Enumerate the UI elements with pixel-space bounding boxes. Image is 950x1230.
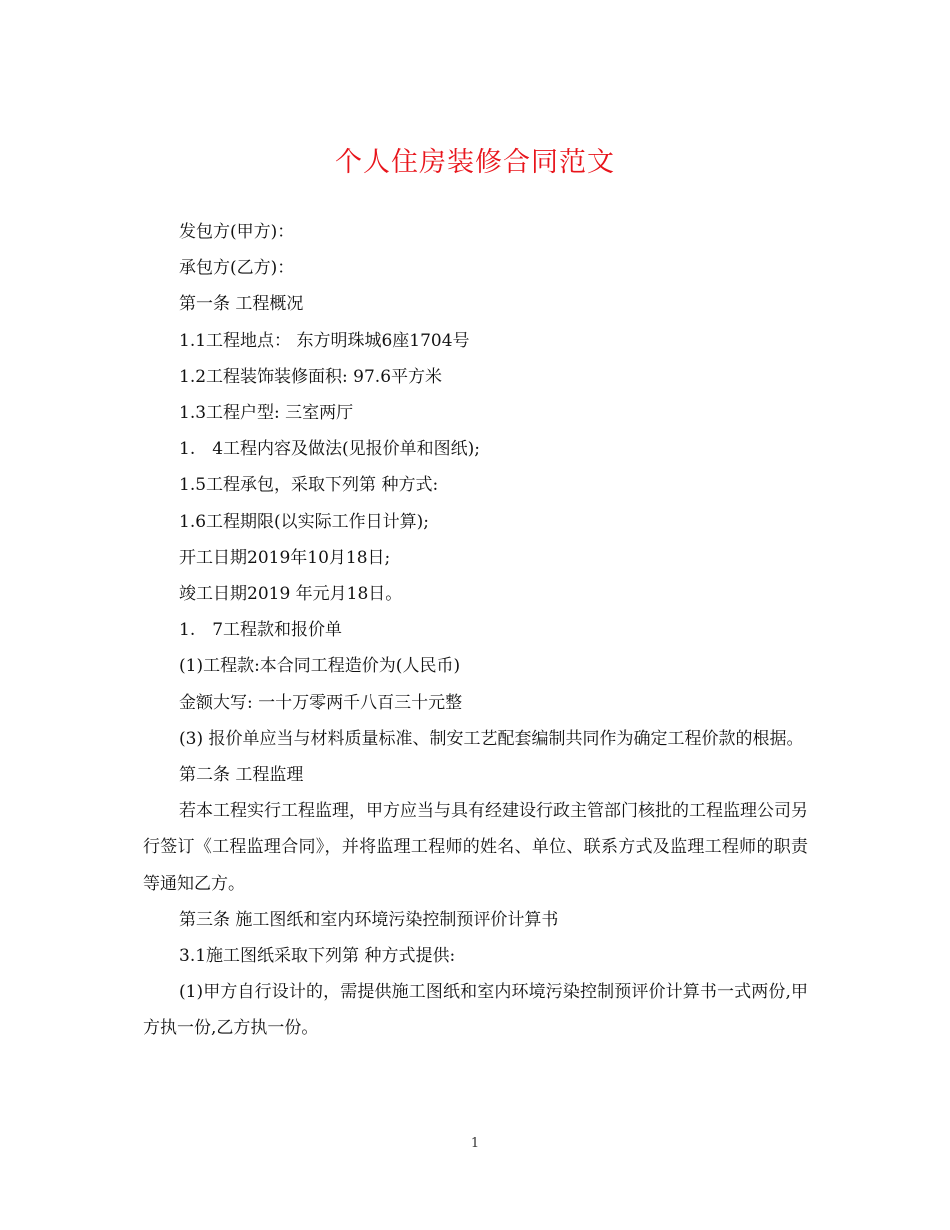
article1-title: 第一条 工程概况	[179, 294, 304, 315]
item-1-6: 1.6工程期限(以实际工作日计算);	[179, 511, 430, 532]
start-date: 开工日期2019年10月18日;	[179, 547, 391, 568]
page-title: 个人住房装修合同范文	[335, 147, 615, 178]
article2-title: 第二条 工程监理	[179, 765, 304, 786]
item-1-2: 1.2工程装饰装修面积: 97.6平方米	[179, 366, 443, 387]
item-1-7-3: (3) 报价单应当与材料质量标准、制安工艺配套编制共同作为确定工程价款的根据。	[179, 728, 804, 749]
party-a-line: 发包方(甲方)：	[179, 222, 295, 242]
item-1-5: 1.5工程承包，采取下列第 种方式:	[179, 475, 439, 496]
page-number: 1	[470, 1136, 480, 1151]
item-1-1: 1.1工程地点： 东方明珠城6座1704号	[179, 330, 470, 351]
item-1-7: 1. 7工程款和报价单	[179, 620, 343, 641]
amount-in-words: 金额大写: 一十万零两千八百三十元整	[179, 692, 463, 713]
item-3-1: 3.1施工图纸采取下列第 种方式提供:	[179, 946, 456, 967]
item-1-7-1: (1)工程款:本合同工程造价为(人民币)	[179, 656, 461, 677]
article3-title: 第三条 施工图纸和室内环境污染控制预评价计算书	[179, 909, 559, 930]
item-1-3: 1.3工程户型: 三室两厅	[179, 403, 354, 424]
document-body	[143, 214, 808, 1047]
party-b-line: 承包方(乙方)：	[179, 258, 295, 279]
item-1-4: 1. 4工程内容及做法(见报价单和图纸);	[179, 439, 481, 460]
item-3-1-1: (1)甲方自行设计的，需提供施工图纸和室内环境污染控制预评价计算书一式两份,甲方执一份,乙方执一份。	[143, 982, 808, 1039]
end-date: 竣工日期2019 年元月18日。	[179, 584, 403, 605]
article2-body: 若本工程实行工程监理，甲方应当与具有经建设行政主管部门核批的工程监理公司另行签订《工程监理合同》，并将监理工程师的姓名、单位、联系方式及监理工程师的职责等通知乙方。	[143, 801, 808, 894]
